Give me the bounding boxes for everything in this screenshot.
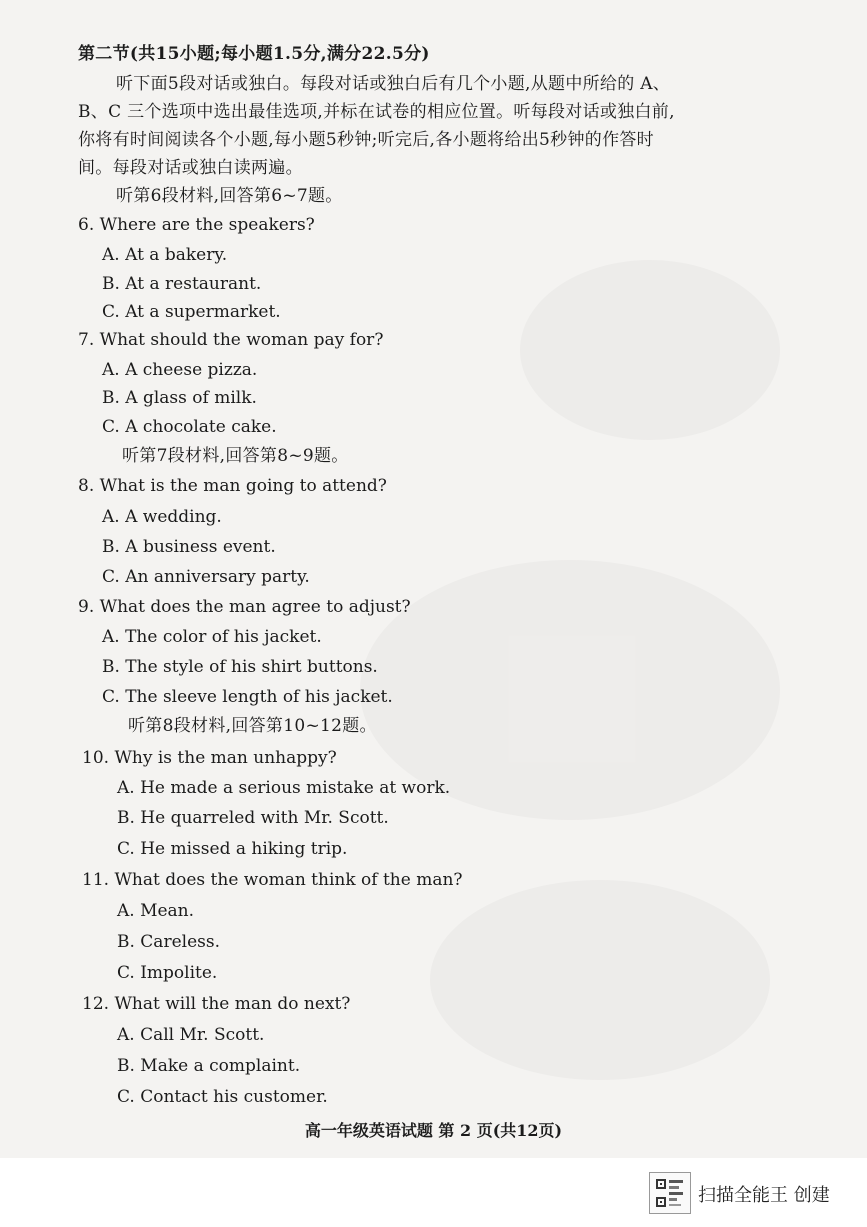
option-c: C. He missed a hiking trip. [117,839,348,859]
instruction-line: B、C 三个选项中选出最佳选项,并标在试卷的相应位置。听每段对话或独白前, [78,102,675,122]
scanner-watermark-text: 扫描全能王 创建 [698,1185,830,1206]
option-c: C. Contact his customer. [117,1087,328,1107]
scan-shadow [430,880,770,1080]
page-footer-label: 高一年级英语试题 第 2 页(共12页) [304,1121,563,1140]
question-stem: 7. What should the woman pay for? [78,330,384,350]
option-c: C. A chocolate cake. [102,417,277,437]
question-stem: 10. Why is the man unhappy? [82,748,337,768]
option-c: C. Impolite. [117,963,218,983]
option-a: A. Mean. [117,901,195,921]
option-a: A. A cheese pizza. [102,360,258,380]
material-heading: 听第6段材料,回答第6~7题。 [116,186,343,206]
option-c: C. At a supermarket. [102,302,281,322]
option-b: B. Careless. [117,932,220,952]
option-b: B. Make a complaint. [117,1056,301,1076]
instruction-line: 你将有时间阅读各个小题,每小题5秒钟;听完后,各小题将给出5秒钟的作答时 [78,130,654,150]
instruction-line: 听下面5段对话或独白。每段对话或独白后有几个小题,从题中所给的 A、 [116,74,671,94]
material-heading: 听第8段材料,回答第10~12题。 [128,716,377,736]
material-heading: 听第7段材料,回答第8~9题。 [122,446,349,466]
option-c: C. An anniversary party. [102,567,310,587]
section-heading: 第二节(共15小题;每小题1.5分,满分22.5分) [78,44,430,64]
camscanner-logo-icon [649,1172,691,1214]
question-stem: 9. What does the man agree to adjust? [78,597,411,617]
option-a: A. He made a serious mistake at work. [117,778,451,798]
instruction-line: 间。每段对话或独白读两遍。 [78,158,303,178]
scan-shadow [520,260,780,440]
question-stem: 6. Where are the speakers? [78,215,315,235]
option-a: A. The color of his jacket. [102,627,322,647]
question-stem: 11. What does the woman think of the man? [82,870,463,890]
option-b: B. At a restaurant. [102,274,262,294]
option-b: B. A business event. [102,537,276,557]
option-b: B. The style of his shirt buttons. [102,657,378,677]
option-b: B. He quarreled with Mr. Scott. [117,808,389,828]
option-a: A. Call Mr. Scott. [117,1025,265,1045]
option-b: B. A glass of milk. [102,388,257,408]
option-a: A. At a bakery. [102,245,228,265]
option-a: A. A wedding. [102,507,222,527]
option-c: C. The sleeve length of his jacket. [102,687,393,707]
question-stem: 12. What will the man do next? [82,994,351,1014]
question-stem: 8. What is the man going to attend? [78,476,387,496]
